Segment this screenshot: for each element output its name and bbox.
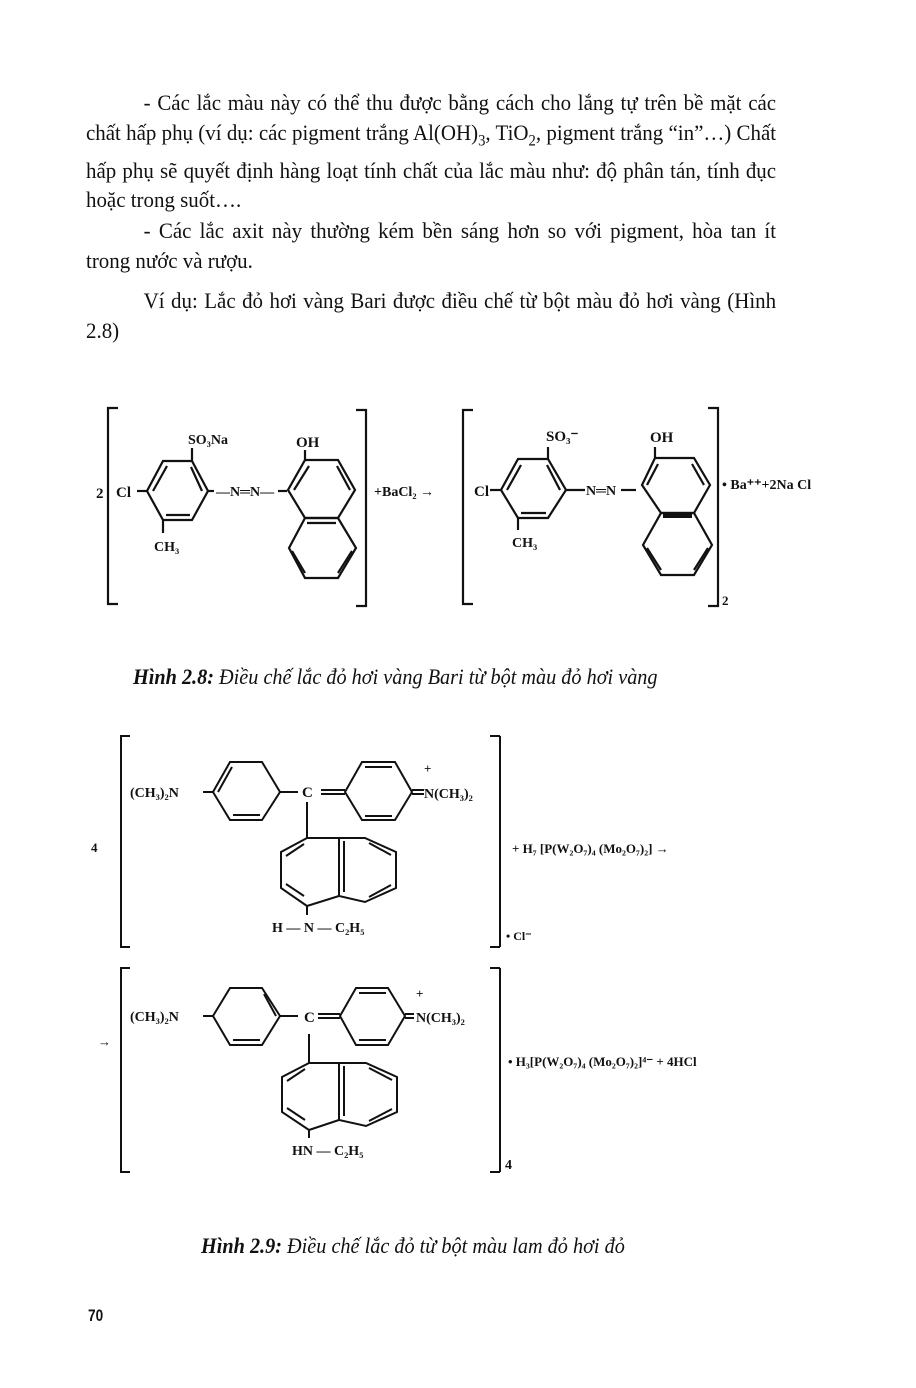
caption-text: Điều chế lắc đỏ hơi vàng Bari từ bột màu đỏ hơi vàng — [213, 664, 658, 689]
coefficient: 2 — [96, 486, 104, 502]
paragraph-text: , pigment trắng “in”…) Chất hấp phụ sẽ quyết định hàng loạt tính chất của lắc màu như: độ phân tán, tính đục hoặc trong suốt…. — [86, 119, 777, 212]
central-carbon-label: C — [304, 1010, 315, 1026]
figure-2-8-caption — [133, 664, 658, 690]
paragraph-acid-lakes — [86, 216, 776, 275]
reagent-label: + H₇ [P(W₂O₇)₄ (Mo₂O₇)₂] → — [512, 841, 669, 856]
counter-ion-label: • Cl⁻ — [506, 929, 532, 943]
paragraph-adsorbent — [86, 88, 776, 215]
caption-label: Hình 2.8: — [133, 664, 214, 689]
coefficient: 4 — [91, 840, 98, 855]
paragraph-text: - Các lắc axit này thường kém bền sáng hơn so với pigment, hòa tan ít trong nước và rượu. — [86, 218, 777, 273]
figure-2-8-structures — [108, 408, 718, 606]
central-carbon-label: C — [302, 785, 313, 801]
reagent-label: +BaCl₂ → — [374, 485, 435, 500]
hydroxyl-label: OH — [296, 435, 320, 451]
paragraph-text: , TiO — [485, 119, 529, 145]
dimethyliminium-label: N(CH₃)₂ — [424, 787, 473, 802]
dimethylamino-label: (CH₃)₂N — [130, 786, 179, 801]
subscript: 2 — [528, 132, 536, 149]
bracket-subscript: 4 — [505, 1158, 512, 1173]
subscript: 3 — [478, 132, 486, 149]
ethylamino-label: H — N — C₂H₅ — [272, 921, 365, 936]
ethylamino-label: HN — C₂H₅ — [292, 1144, 364, 1159]
reaction-arrow: → — [98, 1034, 111, 1049]
product-label: • H₃[P(W₂O₇)₄ (Mo₂O₇)₂]⁴⁻ + 4HCl — [508, 1054, 697, 1069]
sulfonate-label: SO₃⁻ — [546, 429, 579, 445]
hydroxyl-label: OH — [650, 430, 674, 446]
bracket-subscript: 2 — [722, 593, 729, 608]
figure-2-9-caption — [201, 1233, 625, 1259]
chlorine-label: Cl — [116, 485, 131, 501]
methyl-label: CH₃ — [512, 536, 538, 551]
charge-label: + — [416, 986, 424, 1001]
sulfonate-label: SO₃Na — [188, 433, 228, 448]
dimethylamino-label: (CH₃)₂N — [130, 1010, 179, 1025]
figure-2-9-top-structures — [121, 736, 500, 947]
caption-label: Hình 2.9: — [201, 1233, 282, 1258]
figure-2-9-bottom-structures — [121, 968, 500, 1172]
dimethyliminium-label: N(CH₃)₂ — [416, 1011, 465, 1026]
azo-label: —N═N— — [216, 485, 275, 500]
paragraph-example — [86, 286, 776, 345]
paragraph-text: Ví dụ: Lắc đỏ hơi vàng Bari được điều chế từ bột màu đỏ hơi vàng (Hình 2.8) — [86, 288, 777, 343]
charge-label: + — [424, 761, 432, 776]
chlorine-label: Cl — [474, 484, 489, 500]
caption-text: Điều chế lắc đỏ từ bột màu lam đỏ hơi đỏ — [281, 1233, 625, 1258]
paragraph-text: - Các lắc màu này có thể thu được bằng cách cho lắng tự trên bề mặt các chất hấp phụ (ví dụ: các pigment trắng Al(OH) — [86, 90, 777, 145]
product-label: • Ba⁺⁺+2Na Cl — [722, 478, 812, 493]
methyl-label: CH₃ — [154, 540, 180, 555]
page-number: 70 — [88, 1306, 104, 1325]
azo-label: N═N — [586, 484, 617, 499]
